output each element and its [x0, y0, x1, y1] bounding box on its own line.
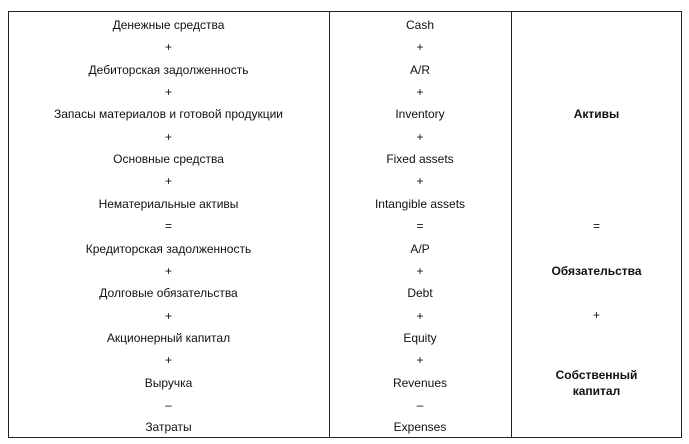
english-item: + [416, 85, 424, 100]
summary-assets: Активы [573, 107, 620, 121]
english-item: A/P [410, 241, 430, 256]
russian-item: Дебиторская задолженность [88, 62, 249, 77]
summary-equals: = [592, 219, 600, 233]
russian-item: + [164, 308, 172, 323]
english-item: Cash [405, 18, 434, 32]
russian-item: Нематериальные активы [98, 196, 239, 211]
russian-item: Кредиторская задолженность [85, 241, 252, 256]
english-item: A/R [409, 62, 430, 77]
english-item: + [416, 174, 424, 189]
russian-item: Денежные средства [112, 18, 225, 32]
summary-equity-line2: капитал [572, 384, 621, 398]
russian-item: + [164, 85, 172, 100]
english-item: Expenses [393, 420, 447, 435]
russian-item: Долговые обязательства [99, 286, 238, 301]
russian-item: Основные средства [113, 152, 224, 167]
russian-item: Акционерный капитал [106, 330, 231, 345]
english-item: + [416, 353, 424, 368]
russian-item: + [164, 353, 172, 368]
english-item: + [416, 263, 424, 278]
summary-plus: + [592, 308, 600, 322]
russian-item: + [164, 40, 172, 55]
english-item: Revenues [392, 375, 448, 390]
english-item: – [416, 397, 424, 412]
russian-item: – [165, 397, 172, 412]
accounting-equation-table [8, 11, 682, 438]
russian-item: Выручка [144, 375, 193, 390]
english-item: = [416, 219, 424, 234]
russian-item: + [164, 263, 172, 278]
russian-item: Запасы материалов и готовой продукции [54, 107, 283, 122]
russian-item: + [164, 129, 172, 144]
russian-item: = [164, 219, 172, 234]
english-item: Debt [407, 286, 433, 301]
english-item: Inventory [395, 107, 445, 122]
english-item: Equity [403, 330, 437, 345]
english-item: Intangible assets [374, 196, 466, 211]
russian-item: Затраты [145, 420, 192, 435]
summary-equity-line1: Собственный [555, 368, 638, 382]
russian-item: + [164, 174, 172, 189]
summary-liabilities: Обязательства [551, 264, 642, 278]
english-item: + [416, 308, 424, 323]
english-item: Fixed assets [386, 152, 454, 167]
english-item: + [416, 129, 424, 144]
english-item: + [416, 40, 424, 55]
